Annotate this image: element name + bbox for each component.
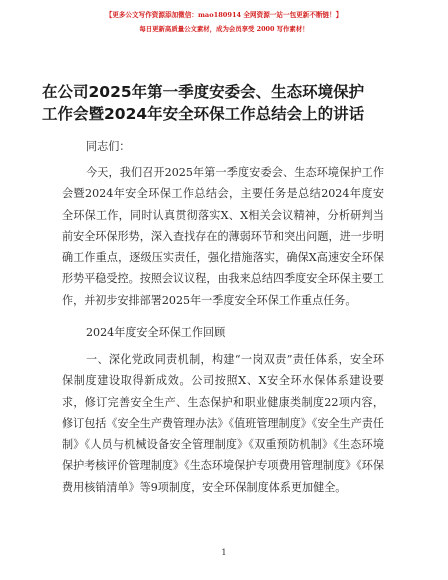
body-paragraph-1: 今天，我们召开2025年第一季度安委会、生态环境保护工作会暨2024年安全环保工作总结会，主要任务是总结2024年度安全环保工作，同时认真贯彻落实X、X相关会议精神，分析研判当前安全环保形势，深入查找存在的薄弱环节和突出问题，进一步明确工作重点，逐级压实责任，强化措施落实，确保X高速安全环保形势平稳受控。按照会议议程，由我来总结四季度安全环保主要工作，并初步安排部署2025年一季度安全环保工作重点任务。 [62,166,384,307]
document-title-line2: 工作会暨2024年安全环保工作总结会上的讲话 [42,105,365,123]
body-paragraph-2: 一、深化党政同责机制，构建“一岗双责”责任体系，安全环保制度建设取得新成效。公司按照X、X安全环水保体系建设要求，修订完善安全生产、生态保护和职业健康类制度22项内容，修订包括《安全生产费管理办法》《值班管理制度》《安全生产责任制》《人员与机械设备安全管理制度》《双重预防机制》《生态环境保护考核评价管理制度》《生态环境保护专项费用管理制度》《环保费用核销清单》等9项制度，安全环保制度体系更加健全。 [62,353,384,494]
section-heading: 2024年度安全环保工作回顾 [86,326,226,339]
promo-banner-line1: 【更多公文写作资源添加微信：mao180914 全网资源一站一包更新不断链！】 [105,11,343,19]
greeting: 同志们： [86,140,131,153]
promo-banner-line2: 每日更新高质量公文素材，成为会员享受 2000 写作素材！ [139,25,309,33]
document-title-line1: 在公司2025年第一季度安委会、生态环境保护 [42,83,365,101]
page-number: 1 [221,548,227,558]
